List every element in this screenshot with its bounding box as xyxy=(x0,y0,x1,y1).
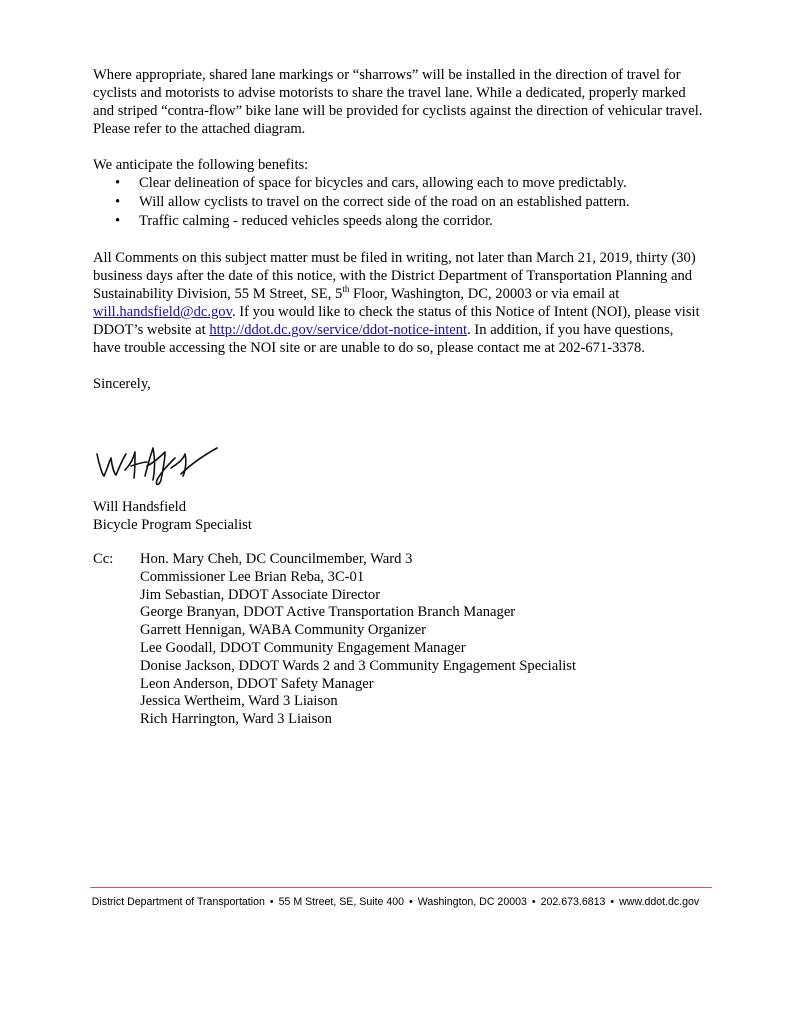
footer-address: 55 M Street, SE, Suite 400 xyxy=(278,896,405,908)
letter-body xyxy=(93,66,703,393)
list-item: • Will allow cyclists to travel on the correct side of the road on an established pattern. xyxy=(139,193,703,212)
list-item: • Traffic calming - reduced vehicles speeds along the corridor. xyxy=(139,212,703,231)
benefits-list xyxy=(93,174,703,231)
list-item: Garrett Hennigan, WABA Community Organizer xyxy=(140,622,427,639)
comments-paragraph xyxy=(93,249,703,357)
footer-org: District Department of Transportation xyxy=(91,896,265,908)
list-item: Hon. Mary Cheh, DC Councilmember, Ward 3 xyxy=(140,551,413,567)
list-item: • Clear delineation of space for bicycles and cars, allowing each to move predictably. xyxy=(139,174,703,193)
list-item: Jim Sebastian, DDOT Associate Director xyxy=(140,586,381,603)
list-item: George Branyan, DDOT Active Transportation Branch Manager xyxy=(140,604,516,621)
bullet-separator: • xyxy=(610,896,615,908)
cc-label: Cc: xyxy=(93,551,114,567)
closing: Sincerely, xyxy=(93,376,151,392)
list-item: Jessica Wertheim, Ward 3 Liaison xyxy=(140,693,338,710)
footer-city: Washington, DC 20003 xyxy=(417,896,527,908)
signer-block xyxy=(93,498,252,534)
signer-name: Will Handsfield xyxy=(93,499,187,515)
sharrows-paragraph: Where appropriate, shared lane markings or “sharrows” will be installed in the direction of travel for cyclists and motorists to advise motorists to share the travel lane. While a dedicated, properly marked and striped “contra-flow” bike lane will be provided for cyclists against the direction of vehicular travel. Please refer to the attached diagram. xyxy=(93,67,703,137)
list-item: Leon Anderson, DDOT Safety Manager xyxy=(140,675,374,692)
bullet-separator: • xyxy=(269,896,274,908)
list-item: Commissioner Lee Brian Reba, 3C-01 xyxy=(140,568,365,585)
bullet-separator: • xyxy=(409,896,413,908)
cc-recipient-list xyxy=(140,551,576,729)
email-link[interactable]: will.handsfield@dc.gov xyxy=(93,304,232,320)
benefits-intro: We anticipate the following benefits: xyxy=(93,157,309,173)
footer xyxy=(0,896,791,908)
notice-intent-link[interactable]: http://ddot.dc.gov/service/ddot-notice-intent xyxy=(209,322,468,338)
list-item: Rich Harrington, Ward 3 Liaison xyxy=(140,711,332,728)
footer-phone: 202.673.6813 xyxy=(540,896,606,908)
comments-text: . In addition, if you have questions, have trouble accessing the NOI site or are unable to do so, please contact me at 202-671-3378. xyxy=(93,322,674,356)
bullet-separator: • xyxy=(531,896,536,908)
ordinal-suffix: th xyxy=(342,284,350,294)
footer-divider xyxy=(90,887,712,888)
comments-text: Floor, Washington, DC, 20003 or via email at xyxy=(349,286,620,302)
comments-text: . If you would like to check the status of this Notice of Intent (NOI), please visit DDOT’s website at xyxy=(93,304,700,338)
footer-website: www.ddot.dc.gov xyxy=(619,896,700,908)
comments-text: All Comments on this subject matter must be filed in writing, not later than March 21, 2019, thirty (30) business days after the date of this notice, with the District Department of Transportation Planning and Sustainability Division, 55 M Street, SE, 5 xyxy=(93,250,696,302)
handwritten-signature xyxy=(93,440,223,495)
list-item: Lee Goodall, DDOT Community Engagement Manager xyxy=(140,639,466,656)
signer-title: Bicycle Program Specialist xyxy=(93,517,252,533)
list-item: Donise Jackson, DDOT Wards 2 and 3 Community Engagement Specialist xyxy=(140,657,577,674)
